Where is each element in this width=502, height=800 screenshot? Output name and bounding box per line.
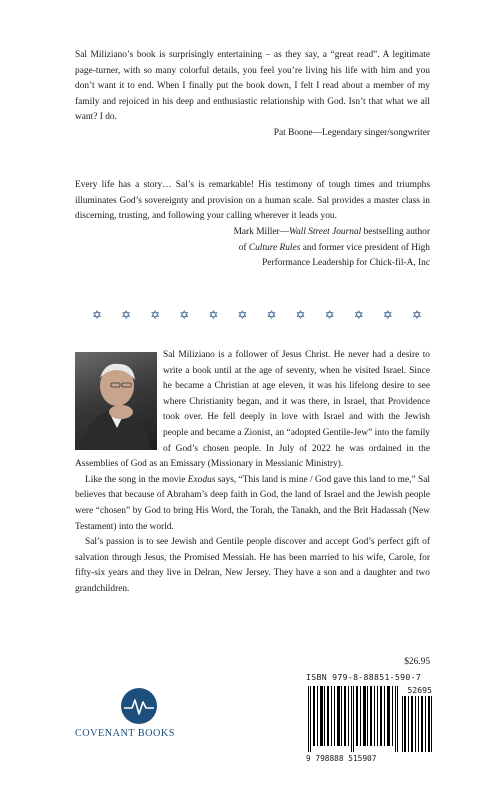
star-of-david-icon: ✡ <box>324 308 335 322</box>
barcode-addon-bars <box>402 696 432 752</box>
isbn-barcode <box>304 672 434 768</box>
barcode-addon-number: 52695 <box>407 685 432 695</box>
author-photo <box>75 352 157 450</box>
price: $26.95 <box>404 657 430 667</box>
star-of-david-icon: ✡ <box>237 308 248 322</box>
star-of-david-icon: ✡ <box>266 308 277 322</box>
barcode-number: 9 798888 515907 <box>306 754 377 763</box>
bio-paragraph-1: Sal Miliziano is a follower of Jesus Christ. He never had a desire to write a book until at the age of seventy, when he visited Israel. Since he became a Christian at age eleven, it was his lifelong desire to see where Christianity began, and it was there, in Israel, that Providence took over. He fell deeply in love with Israel and with the Jewish people and became a Zionist, an “adopted Gentile-Jew” into the family of God’s chosen people. In July of 2022 he was ordained in the Assemblies of God as an Emissary (Missionary in Messianic Ministry). <box>75 350 430 470</box>
barcode-bars <box>308 686 398 752</box>
isbn-text: ISBN 979-8-88851-590-7 <box>306 672 422 682</box>
covenant-books-emblem-icon <box>119 686 159 726</box>
praise-attribution-1: Pat Boone—Legendary singer/songwriter <box>273 128 430 138</box>
star-of-david-divider <box>92 308 422 323</box>
star-of-david-icon: ✡ <box>121 308 132 322</box>
star-of-david-icon: ✡ <box>150 308 161 322</box>
star-of-david-icon: ✡ <box>411 308 422 322</box>
star-of-david-icon: ✡ <box>208 308 219 322</box>
bio-paragraph-3: Sal’s passion is to see Jewish and Gentile people discover and accept God’s perfect gift of salvation through Jesus, the Promised Messiah. He has been married to his wife, Carole, for fifty-six years and they live in Delran, New Jersey. They have a son and a daughter and two grandchildren. <box>75 537 430 594</box>
praise-quote-1: Sal Miliziano’s book is surprisingly entertaining – as they say, a “great read”. A legitimate page-turner, with so many colorful details, you feel you’re living his life with him and you don’t want it to end. When I finally put the book down, I felt I read about a member of my family and rejoiced in his deep and enthusiastic relationship with God. Isn’t that what we all want? I do. <box>75 50 430 122</box>
star-of-david-icon: ✡ <box>295 308 306 322</box>
publisher-name: COVENANT BOOKS <box>75 728 175 739</box>
star-of-david-icon: ✡ <box>92 308 103 322</box>
star-of-david-icon: ✡ <box>353 308 364 322</box>
star-of-david-icon: ✡ <box>382 308 393 322</box>
publisher-logo <box>75 686 205 746</box>
praise-quote-2: Every life has a story… Sal’s is remarkable! His testimony of tough times and triumphs illuminates God’s sovereignty and provision on a human scale. Sal provides a master class in discerning, trusting, and following your calling wherever it leads you. <box>75 180 430 221</box>
bio-paragraph-2: Like the song in the movie Exodus says, “This land is mine / God gave this land to me,” Sal believes that because of Abraham’s deep faith in God, the land of Israel and the Jewish people were “chosen” by God to bring His Word, the Torah, the Tanakh, and the Brit Hadassah (New Testament) into the world. <box>75 474 430 532</box>
star-of-david-icon: ✡ <box>179 308 190 322</box>
praise-attribution-2: Mark Miller—Wall Street Journal bestselling author of Culture Rules and former vice president of High Performance Leadership for Chick-fil-A, Inc <box>233 227 430 268</box>
